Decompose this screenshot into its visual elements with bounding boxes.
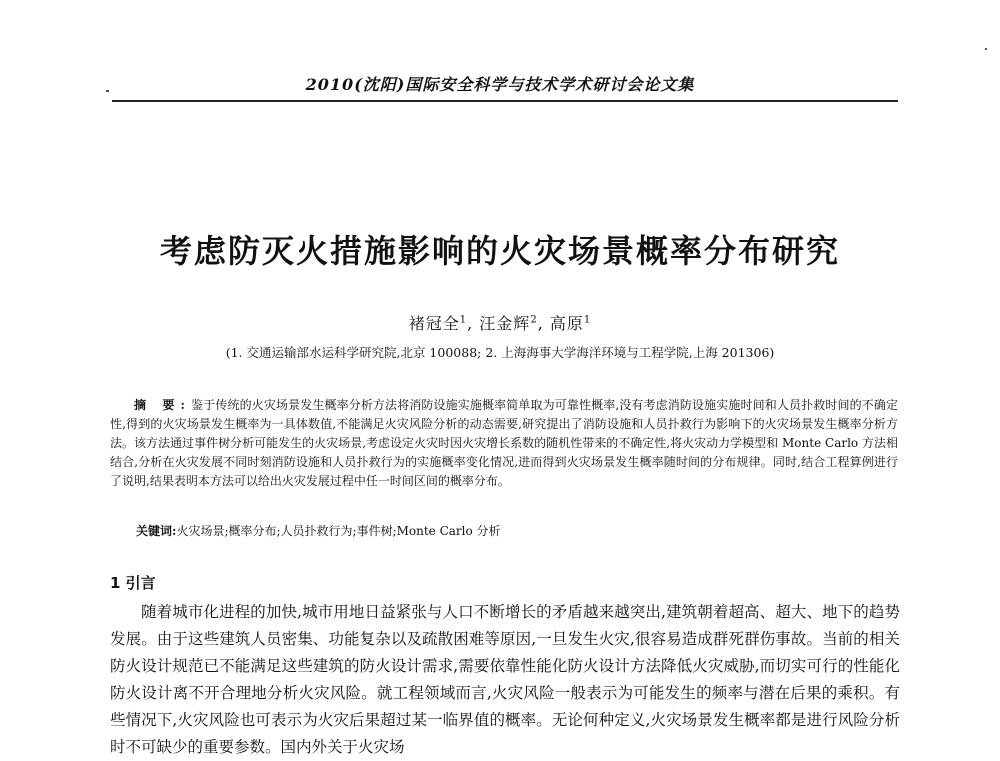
affiliation: (1. 交通运输部水运科学研究院,北京 100088; 2. 上海海事大学海洋环境与工程学院,上海 201306) bbox=[225, 345, 775, 360]
keywords-text: 火灾场景;概率分布;人员扑救行为;事件树;Monte Carlo 分析 bbox=[176, 524, 501, 538]
scan-speck bbox=[985, 48, 987, 50]
paper-title: 考虑防灭火措施影响的火灾场景概率分布研究 bbox=[159, 232, 840, 270]
abstract bbox=[110, 396, 898, 491]
affiliation-mark: 1 bbox=[459, 314, 468, 326]
keywords-label: 关键词: bbox=[136, 524, 177, 538]
author-name: 汪金辉 bbox=[479, 314, 531, 333]
abstract-label: 摘 要: bbox=[134, 398, 191, 412]
abstract-text: 鉴于传统的火灾场景发生概率分析方法将消防设施实施概率简单取为可靠性概率,没有考虑消防设施实施时间和人员扑救时间的不确定性,得到的火灾场景发生概率为一具体数值,不能满足火灾风险分析的动态需要,研究提出了消防设施和人员扑救行为影响下的火灾场景发生概率分析方法。该方法通过事件树分析可能发生的火灾场景,考虑设定火灾时因火灾增长系数的随机性带来的不确定性,将火灾动力学模型和 Monte Carlo 方法相结合,分析在火灾发展不同时刻消防设施和人员扑救行为的实施概率变化情况,进而得到火灾场景发生概率随时间的分布规律。同时,结合工程算例进行了说明,结果表明本方法可以给出火灾发展过程中任一时间区间的概率分布。 bbox=[110, 398, 899, 488]
author-name: 褚冠全 bbox=[408, 314, 460, 333]
body-paragraph: 随着城市化进程的加快,城市用地日益紧张与人口不断增长的矛盾越来越突出,建筑朝着超高、超大、地下的趋势发展。由于这些建筑人员密集、功能复杂以及疏散困难等原因,一旦发生火灾,很容易造成群死群伤事故。当前的相关防火设计规范已不能满足这些建筑的防火设计需求,需要依靠性能化防火设计方法降低火灾威胁,而切实可行的性能化防火设计离不开合理地分析火灾风险。就工程领域而言,火灾风险一般表示为可能发生的频率与潜在后果的乘积。有些情况下,火灾风险也可表示为火灾后果超过某一临界值的概率。无论何种定义,火灾场景发生概率都是进行风险分析时不可缺少的重要参数。国内外关于火灾场 bbox=[110, 603, 900, 756]
header-rule bbox=[112, 100, 898, 102]
author-line bbox=[250, 311, 750, 334]
author-separator: , bbox=[537, 314, 544, 333]
author-name: 高原 bbox=[549, 314, 584, 333]
scan-speck bbox=[106, 90, 109, 92]
section-heading: 1 引言 bbox=[110, 574, 156, 592]
affiliation-mark: 2 bbox=[530, 314, 538, 326]
keywords bbox=[136, 522, 896, 539]
running-header: 2010(沈阳)国际安全科学与技术学术研讨会论文集 bbox=[305, 75, 695, 94]
author-separator: , bbox=[467, 314, 474, 333]
affiliation-mark: 1 bbox=[583, 314, 592, 326]
